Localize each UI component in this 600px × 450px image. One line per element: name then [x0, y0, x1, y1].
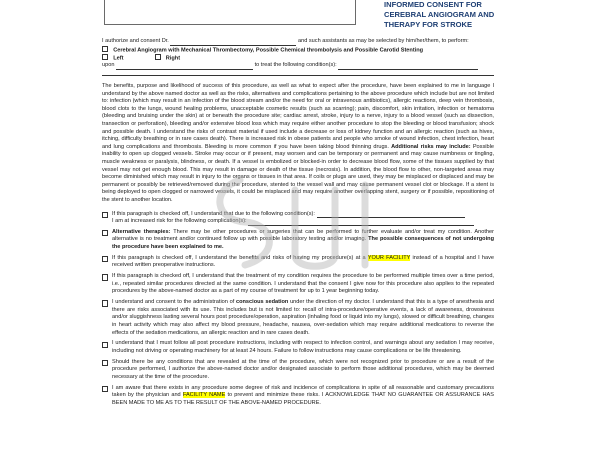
facility-checkbox[interactable]: [102, 256, 108, 262]
procedure-line: [102, 46, 494, 54]
condition-field[interactable]: [338, 69, 478, 70]
treat-label: to treat the following condition(s):: [254, 62, 337, 68]
alternative-therapies-checkbox[interactable]: [102, 230, 108, 236]
authorize-line: [102, 38, 494, 46]
no-guarantee-item: [102, 385, 494, 408]
additional-procedures-text: Should there be any conditions that are revealed at the time of the procedure, which were not recognized prior to procedure or are a result of the procedure performed, I authorize the above-named doctor and/or designated associate to perform those additional procedures, which may be deemed necessary at the time of the procedure.: [112, 358, 494, 380]
alternative-therapies-text: There may be other procedures or surgeries that can be performed to further evaluate and/or treat my condition. Another alternative is no treatment and/or continued follow up with possible laboratory testing and/or imaging.: [112, 228, 495, 243]
increased-risk-line1: If this paragraph is checked off, I understand that due to the following condition(s):: [112, 210, 315, 217]
title-line-3: THERAPY FOR STROKE: [384, 20, 473, 29]
repeated-procedures-checkbox[interactable]: [102, 274, 108, 280]
repeated-procedures-item: [102, 273, 494, 296]
sedation-checkbox[interactable]: [102, 300, 108, 306]
increased-risk-complication-field[interactable]: [248, 225, 474, 226]
title-line-2: CEREBRAL ANGIOGRAM AND: [384, 10, 495, 19]
sedation-text-before: I understand and consent to the administration of: [112, 299, 235, 306]
alternative-therapies-consequences: The possible consequences of not undergoing the procedure have been explained to me.: [112, 236, 494, 251]
authorize-prefix: I authorize and consent Dr.: [102, 38, 169, 44]
risks-paragraph: [102, 83, 494, 205]
sedation-item: [102, 299, 494, 337]
no-guarantee-checkbox[interactable]: [102, 386, 108, 392]
procedure-option-label: Cerebral Angiogram with Mechanical Thrombectomy, Possible Chemical thrombolysis and Possible Carotid Stenting: [113, 47, 424, 54]
alternative-therapies-item: [102, 229, 494, 252]
repeated-procedures-text: If this paragraph is checked off, I understand that the treatment of my condition requires the procedure to be performed multiple times over a time period, i.e., repeated similar procedures directed at the same condition. I understand that the consent I give now for this procedure also applies to the repeated procedures by the above-named doctor as a part of my course of treatment for up to 1 year beginning today.: [112, 273, 494, 295]
post-procedure-item: [102, 340, 494, 355]
additional-risks-text: Possible inability to open up clogged vessels. Stroke may occur or if present, may worsen and can be temporary or permanent and may cause numbness or tingling, muscle weakness or paralysis, blindness, or death. If a vessel is embolized or blocked-in order to decrease blood flow, some of the tissues supplied by that vessel may not get enough blood. This may result in damage or death of the tissue (necrosis). In addition, the blood flow to other, non-targeted areas may become diminished which may result in injury to the organs or tissues in that area. If coils or plugs are used, they may be misplaced or displaced and may be permanent or possibly be retrieved/removed during the procedure, stented to the vessel wall and may cause permanent vessel clot or blockage. If a stent is being deployed to open clogged or narrowed vessels, it could be misplaced and may require another overlapping stent, surgery or if possible, repositioning of the stent to another location.: [102, 143, 494, 203]
left-label: Left: [113, 55, 124, 62]
facility-placeholder: YOUR FACILITY: [367, 254, 411, 261]
facility-name-placeholder: FACILITY NAME: [182, 392, 226, 399]
alternative-therapies-heading: Alternative therapies:: [112, 228, 171, 235]
no-guarantee-text-before: I am aware that there exists in any procedure some degree of risk and incidence of complications in spite of all reasonable and customary precautions taken by the physician and: [112, 384, 494, 399]
upon-label: upon: [102, 62, 115, 68]
form-title: [384, 0, 594, 30]
sedation-term: conscious sedation: [235, 299, 289, 306]
increased-risk-line2: I am at increased risk for the following complication(s):: [112, 218, 247, 225]
risks-text: The benefits, purpose and likelihood of success of this procedure, as well as what to expect after the procedure, have been explained to me in language I understand by the above named doctor as well as the risks, alternatives and complications pertaining to the above procedure which include but are not limited to: infection (which may result in an infection of the blood stream and/or the need for oral or intravenous antibiotics), allergic reactions, deep vein thrombosis, blood clots to the lungs, wound healing problems, unacceptable cosmetic results (such as scarring); pain, discomfort, skin irritation, infection or hematoma (bleeding and bruising under the skin) at or beneath the procedure site; cardiac arrest, stroke, injury to a nerve, injury to a blood vessel (such as dissection, transection or perforation), bleeding and/or extensive blood loss which may require either another procedure to stop the bleeding or blood transfusion; shock and possible death. I understand the risks of contrast material if used include a decrease or loss of kidney function and an allergic reaction (such as hives, itching, difficulty breathing or in rare cases death). There is increased risk in obese patients and people who smoke of wound infection, chest infection, heart and lung complications and thrombosis. Bleeding is more common if you have been taking blood thinning drugs.: [102, 83, 494, 150]
increased-risk-item: [102, 211, 494, 226]
facility-info-box: [104, 0, 356, 25]
upon-field[interactable]: [116, 69, 253, 70]
side-line: [102, 54, 494, 62]
title-line-1: INFORMED CONSENT FOR: [384, 0, 482, 9]
no-guarantee-text-after: to prevent and minimize these risks. I ACKNOWLEDGE THAT NO GUARANTEE OR ASSURANCE HAS BEEN MADE TO ME AS TO THE RESULT OF THE ABOVE-NAMED PROCEDURE.: [112, 392, 494, 406]
authorize-suffix: and such assistants as may be selected by him/her/them, to perform:: [297, 38, 469, 44]
additional-procedures-checkbox[interactable]: [102, 360, 108, 366]
right-label: Right: [165, 55, 181, 62]
sedation-text-after: under the direction of my doctor. I understand that this is a type of anesthesia and there are risks associated with its use. This includes but is not limited to: recall of intra-procedure/operative events, a lack of awareness, drowsiness and/or sluggishness lasting several hours post procedure/operation, aspiration (inhaling food or liquid into my lungs), slowed or difficult breathing, changes in heart activity which may also affect my blood pressure, headache, nausea, over-sedation which may require additional medications to reverse the effects of the sedation medications, an allergic reaction and in rare cases death.: [112, 299, 494, 336]
additional-risks-heading: Additional risks may include:: [391, 143, 471, 150]
procedure-checkbox[interactable]: [102, 46, 108, 52]
facility-item: [102, 255, 494, 270]
post-procedure-checkbox[interactable]: [102, 342, 108, 348]
increased-risk-checkbox[interactable]: [102, 212, 108, 218]
left-checkbox[interactable]: [102, 54, 108, 60]
right-checkbox[interactable]: [155, 54, 161, 60]
upon-line: [102, 62, 494, 70]
additional-procedures-item: [102, 359, 494, 382]
form-body: [102, 38, 494, 407]
post-procedure-text: I understand that I must follow all post procedure instructions, including with respect to infection control, and warnings about any sedation I may receive, including not driving or operating machinery for at least 24 hours. Failure to follow instructions may cause complications or be life threatening.: [112, 340, 494, 354]
facility-text-after: instead of a hospital and I have received written preoperative instructions.: [112, 254, 495, 269]
condition-field-continued[interactable]: [102, 75, 494, 76]
facility-text-before: If this paragraph is checked off, I understand the benefits and risks of having my procedure(s) at a: [112, 254, 366, 261]
